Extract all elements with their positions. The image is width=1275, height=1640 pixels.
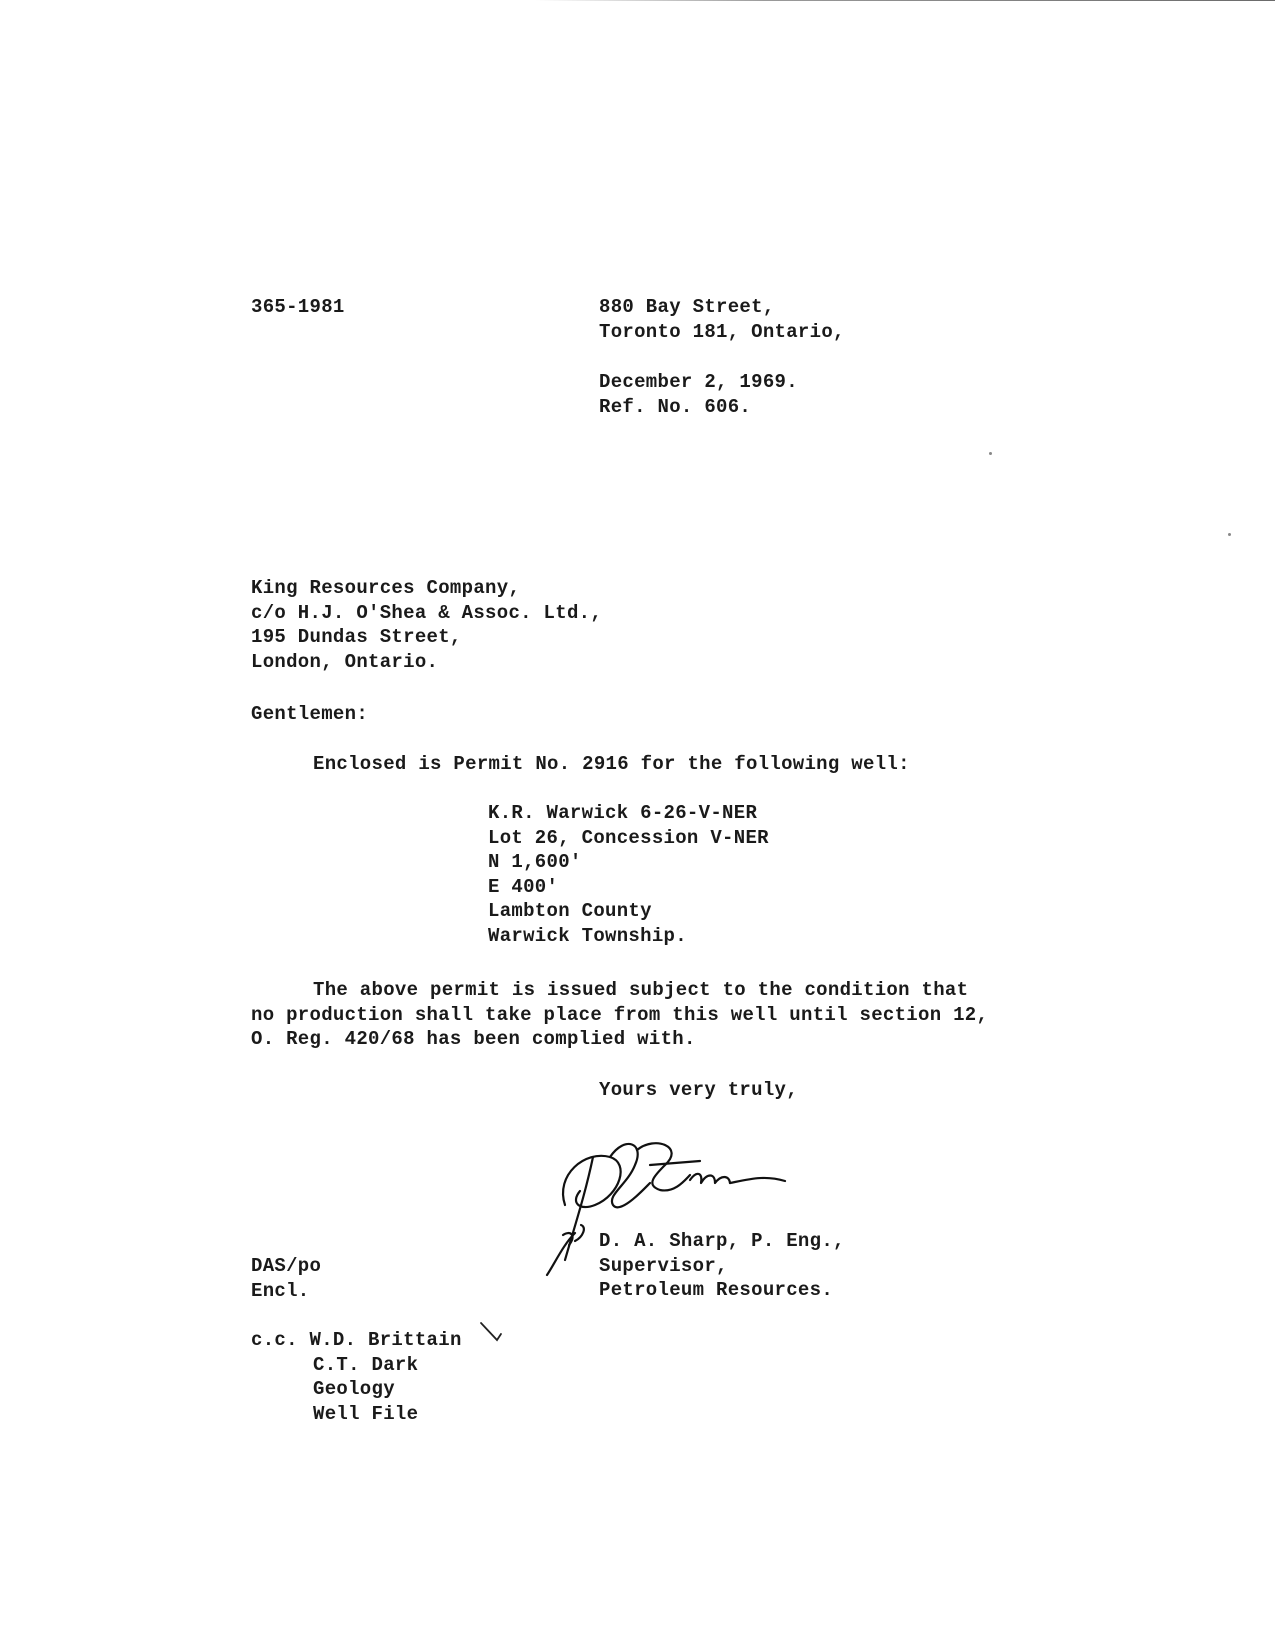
- well-detail-line: Warwick Township.: [488, 924, 687, 947]
- well-detail-line: N 1,600': [488, 851, 582, 873]
- check-mark-icon: [479, 1320, 505, 1348]
- recipient-line: King Resources Company,: [251, 577, 521, 599]
- well-detail-line: K.R. Warwick 6-26-V-NER: [488, 802, 758, 824]
- reference-number: Ref. No. 606.: [599, 395, 752, 418]
- recipient-line: London, Ontario.: [251, 650, 439, 673]
- scan-speck: [989, 452, 992, 455]
- signatory-department: Petroleum Resources.: [599, 1279, 834, 1301]
- recipient-line: c/o H.J. O'Shea & Assoc. Ltd.,: [251, 601, 603, 624]
- well-detail-line: Lambton County: [488, 900, 652, 922]
- well-detail-line: Lot 26, Concession V-NER: [488, 826, 769, 849]
- recipient-line: 195 Dundas Street,: [251, 626, 462, 648]
- closing: Yours very truly,: [599, 1079, 798, 1101]
- cc-recipient: C.T. Dark: [313, 1353, 419, 1376]
- cc-recipient: Geology: [313, 1378, 395, 1400]
- well-detail-line: E 400': [488, 875, 559, 898]
- letter-date: December 2, 1969.: [599, 371, 798, 393]
- cc-recipient: W.D. Brittain: [309, 1329, 462, 1351]
- salutation: Gentlemen:: [251, 703, 369, 725]
- cc-prefix: c.c.: [251, 1329, 298, 1351]
- enclosure-note: Encl.: [251, 1279, 310, 1302]
- signatory-block: [599, 1229, 845, 1303]
- cc-recipient: Well File: [313, 1402, 419, 1425]
- signatory-title: Supervisor,: [599, 1254, 728, 1277]
- typist-initials: DAS/po: [251, 1255, 322, 1277]
- file-number: 365-1981: [251, 296, 345, 318]
- condition-line: O. Reg. 420/68 has been complied with.: [251, 1028, 696, 1050]
- sender-address: [599, 295, 845, 344]
- condition-line: The above permit is issued subject to the condition that: [313, 979, 969, 1001]
- condition-line: no production shall take place from this well until section 12,: [251, 1003, 989, 1026]
- sender-address-line: 880 Bay Street,: [599, 296, 775, 318]
- date-reference-block: [599, 370, 798, 419]
- sender-address-line: Toronto 181, Ontario,: [599, 320, 845, 343]
- intro-paragraph: Enclosed is Permit No. 2916 for the following well:: [313, 753, 910, 775]
- typist-initials-block: [251, 1254, 321, 1303]
- signatory-name: D. A. Sharp, P. Eng.,: [599, 1230, 845, 1252]
- cc-list: [251, 1328, 462, 1426]
- well-details: [488, 801, 769, 948]
- scan-speck: [1228, 533, 1231, 536]
- cc-first-line: [251, 1328, 462, 1353]
- condition-paragraph: [251, 978, 988, 1052]
- recipient-address: [251, 576, 602, 674]
- page-top-edge: [0, 0, 1275, 1]
